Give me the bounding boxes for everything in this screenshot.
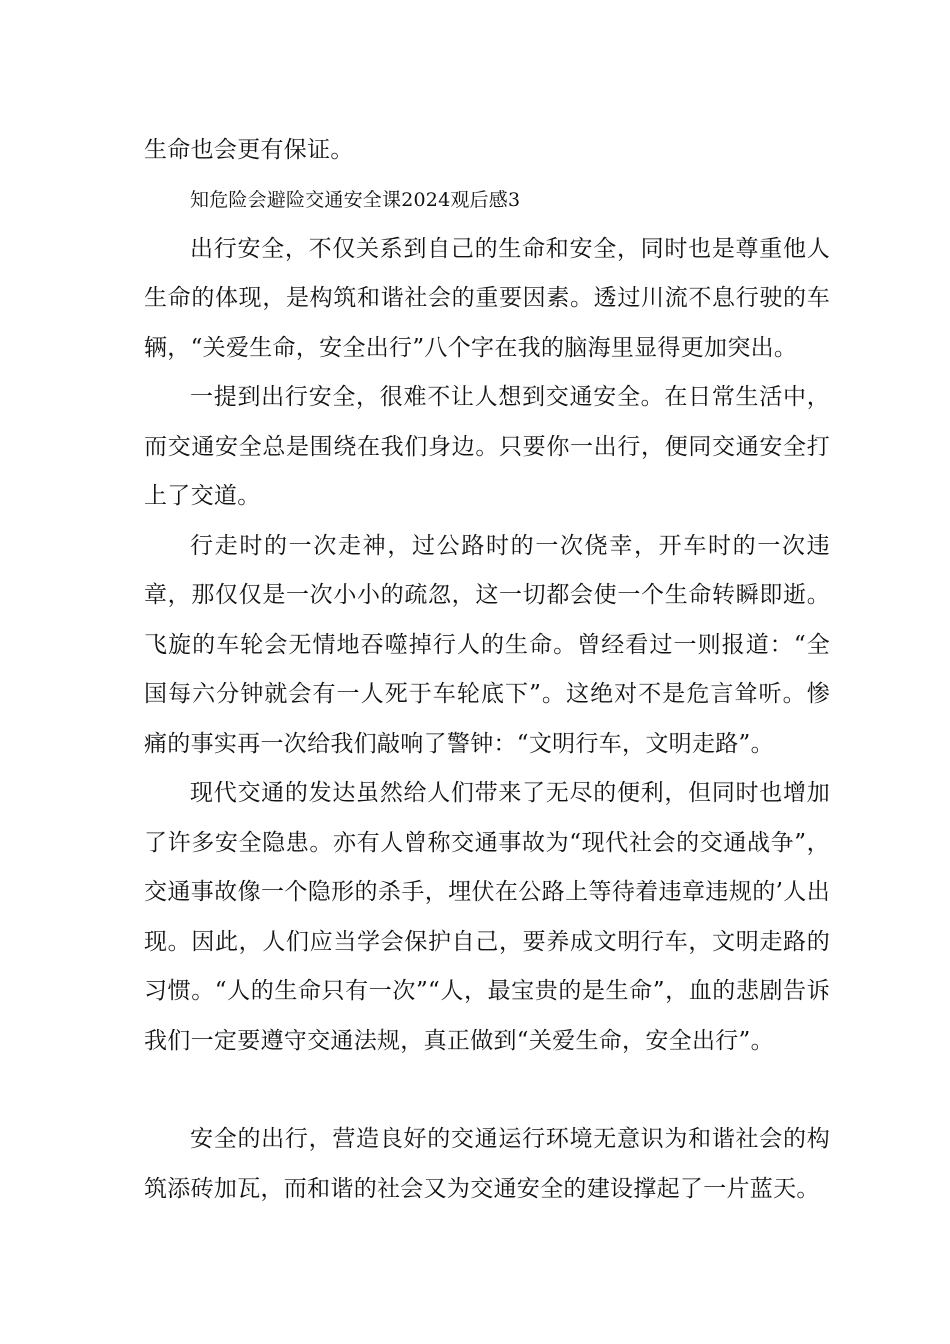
continuation-text: 生命也会更有保证。 [144,137,354,163]
paragraph-2: 一提到出行安全，很难不让人想到交通安全。在日常生活中，而交通安全总是围绕在我们身边。只要你一出行，便同交通安全打上了交道。 [144,384,830,509]
essay-heading: 知危险会避险交通安全课2024观后感3 [190,188,521,211]
paragraph-5: 安全的出行，营造良好的交通运行环境无意识为和谐社会的构筑添砖加瓦，而和谐的社会又为交通安全的建设撑起了一片蓝天。 [144,1126,830,1202]
paragraph-3: 行走时的一次走神，过公路时的一次侥幸，开车时的一次违章，那仅仅是一次小小的疏忽，这一切都会使一个生命转瞬即逝。飞旋的车轮会无情地吞噬掉行人的生命。曾经看过一则报道：“全国每六分钟就会有一人死于车轮底下”。这绝对不是危言耸听。惨痛的事实再一次给我们敲响了警钟：“文明行车，文明走路”。 [144,532,830,757]
paragraph-4: 现代交通的发达虽然给人们带来了无尽的便利，但同时也增加了许多安全隐患。亦有人曾称交通事故为“现代社会的交通战争”，交通事故像一个隐形的杀手，埋伏在公路上等待着违章违规的’人出现。因此，人们应当学会保护自己，要养成文明行车，文明走路的习惯。“人的生命只有一次”“人，最宝贵的是生命”，血的悲剧告诉我们一定要遵守交通法规，真正做到“关爱生命，安全出行”。 [144,780,830,1054]
paragraph-gap [144,1066,830,1115]
document-body [144,126,830,1214]
paragraph-1: 出行安全，不仅关系到自己的生命和安全，同时也是尊重他人生命的体现，是构筑和谐社会的重要因素。透过川流不息行驶的车辆，“关爱生命，安全出行”八个字在我的脑海里显得更加突出。 [144,235,830,361]
